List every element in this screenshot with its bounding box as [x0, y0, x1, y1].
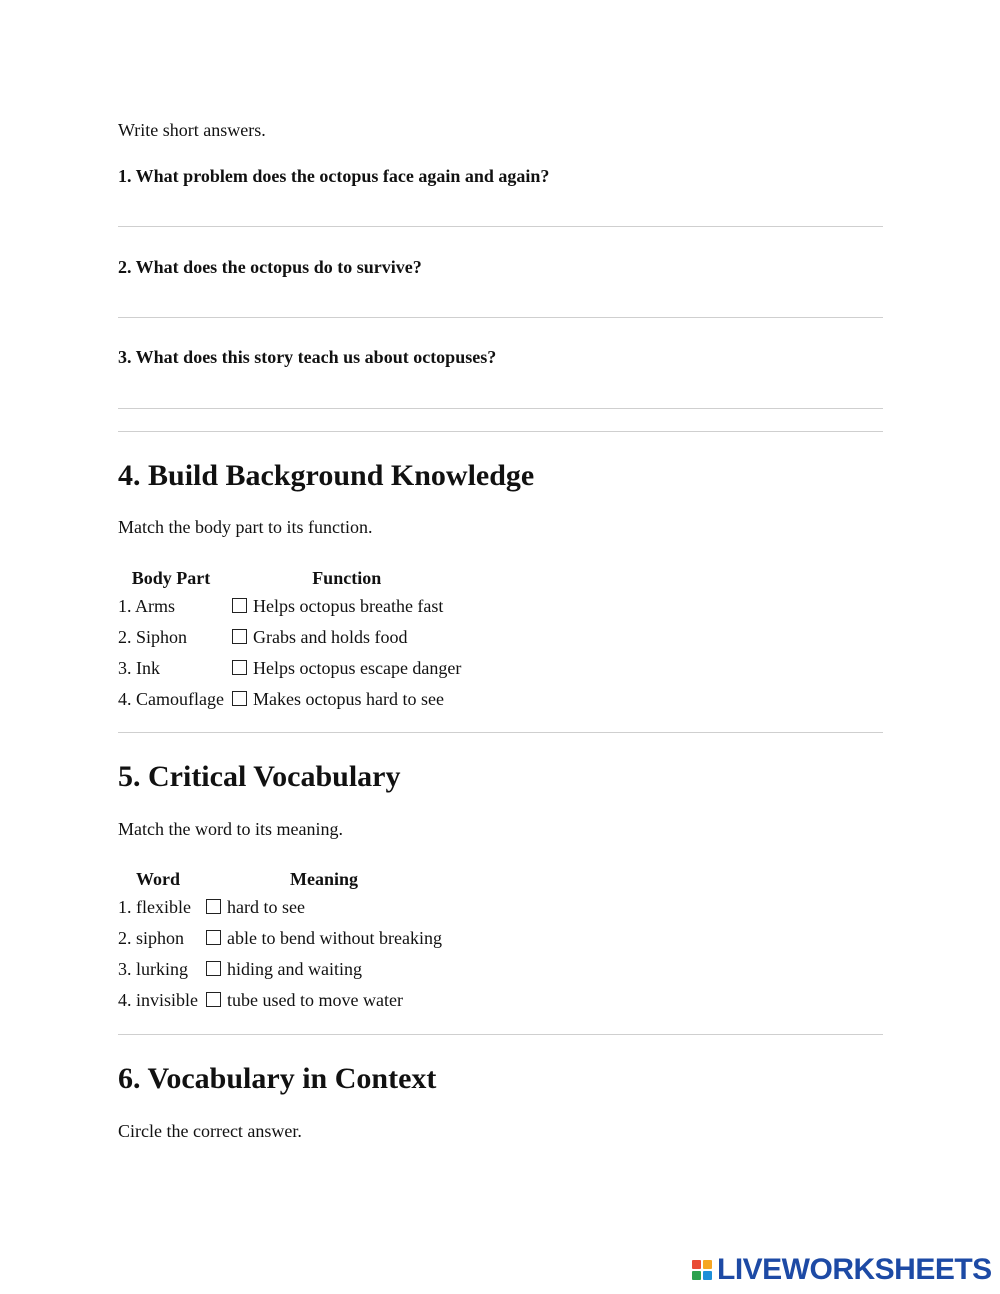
table-row [114, 596, 465, 627]
table-row [114, 990, 446, 1021]
question-3: 3. What does this story teach us about octopuses? [118, 347, 497, 367]
table-row [114, 689, 465, 720]
section-4-instruction: Match the body part to its function. [118, 517, 373, 537]
meaning-label: hiding and waiting [227, 959, 362, 979]
meaning-label: hard to see [227, 897, 305, 917]
body-part-label: 1. Arms [118, 596, 176, 616]
section-divider [118, 431, 883, 432]
table-row [114, 897, 446, 928]
word-label: 2. siphon [118, 928, 185, 948]
body-part-label: 2. Siphon [118, 627, 188, 647]
logo-mark-icon [692, 1260, 712, 1280]
match-checkbox[interactable] [206, 992, 221, 1007]
body-part-match-table [114, 566, 465, 720]
header-word: Word [135, 868, 180, 889]
section-5-instruction: Match the word to its meaning. [118, 819, 343, 839]
answer-1-area[interactable] [118, 190, 883, 226]
section-5-title: 5. Critical Vocabulary [118, 760, 401, 793]
body-part-label: 4. Camouflage [118, 689, 224, 709]
word-label: 3. lurking [118, 959, 188, 979]
table-row [114, 928, 446, 959]
answer-3-line [118, 408, 883, 409]
meaning-label: able to bend without breaking [227, 928, 442, 948]
logo-text: LIVEWORKSHEETS [717, 1253, 992, 1286]
answer-2-line [118, 317, 883, 318]
question-1: 1. What problem does the octopus face again and again? [118, 166, 550, 186]
word-label: 4. invisible [118, 990, 198, 1010]
section-4-title: 4. Build Background Knowledge [118, 459, 535, 492]
answer-3-area[interactable] [118, 372, 883, 408]
answer-1-line [118, 226, 883, 227]
section-6-instruction: Circle the correct answer. [118, 1121, 302, 1141]
question-2: 2. What does the octopus do to survive? [118, 257, 422, 277]
answer-2-area[interactable] [118, 281, 883, 317]
section-6-title: 6. Vocabulary in Context [118, 1062, 437, 1095]
word-label: 1. flexible [118, 897, 191, 917]
short-answer-instruction: Write short answers. [118, 120, 266, 140]
body-part-label: 3. Ink [118, 658, 160, 678]
section-divider [118, 1034, 883, 1035]
liveworksheets-logo [692, 1253, 992, 1287]
header-meaning: Meaning [289, 868, 358, 889]
meaning-label: tube used to move water [227, 990, 403, 1010]
match-checkbox[interactable] [206, 930, 221, 945]
table-row [114, 959, 446, 990]
function-label: Helps octopus breathe fast [252, 596, 444, 616]
table-row [114, 658, 465, 689]
match-checkbox[interactable] [232, 629, 247, 644]
match-checkbox[interactable] [232, 691, 247, 706]
section-divider [118, 732, 883, 733]
vocabulary-match-table [114, 867, 446, 1021]
match-checkbox[interactable] [206, 961, 221, 976]
match-checkbox[interactable] [206, 899, 221, 914]
header-function: Function [312, 567, 382, 588]
match-checkbox[interactable] [232, 660, 247, 675]
function-label: Makes octopus hard to see [252, 689, 444, 709]
match-checkbox[interactable] [232, 598, 247, 613]
function-label: Helps octopus escape danger [252, 658, 462, 678]
header-body-part: Body Part [131, 567, 211, 588]
table-row [114, 627, 465, 658]
function-label: Grabs and holds food [252, 627, 408, 647]
